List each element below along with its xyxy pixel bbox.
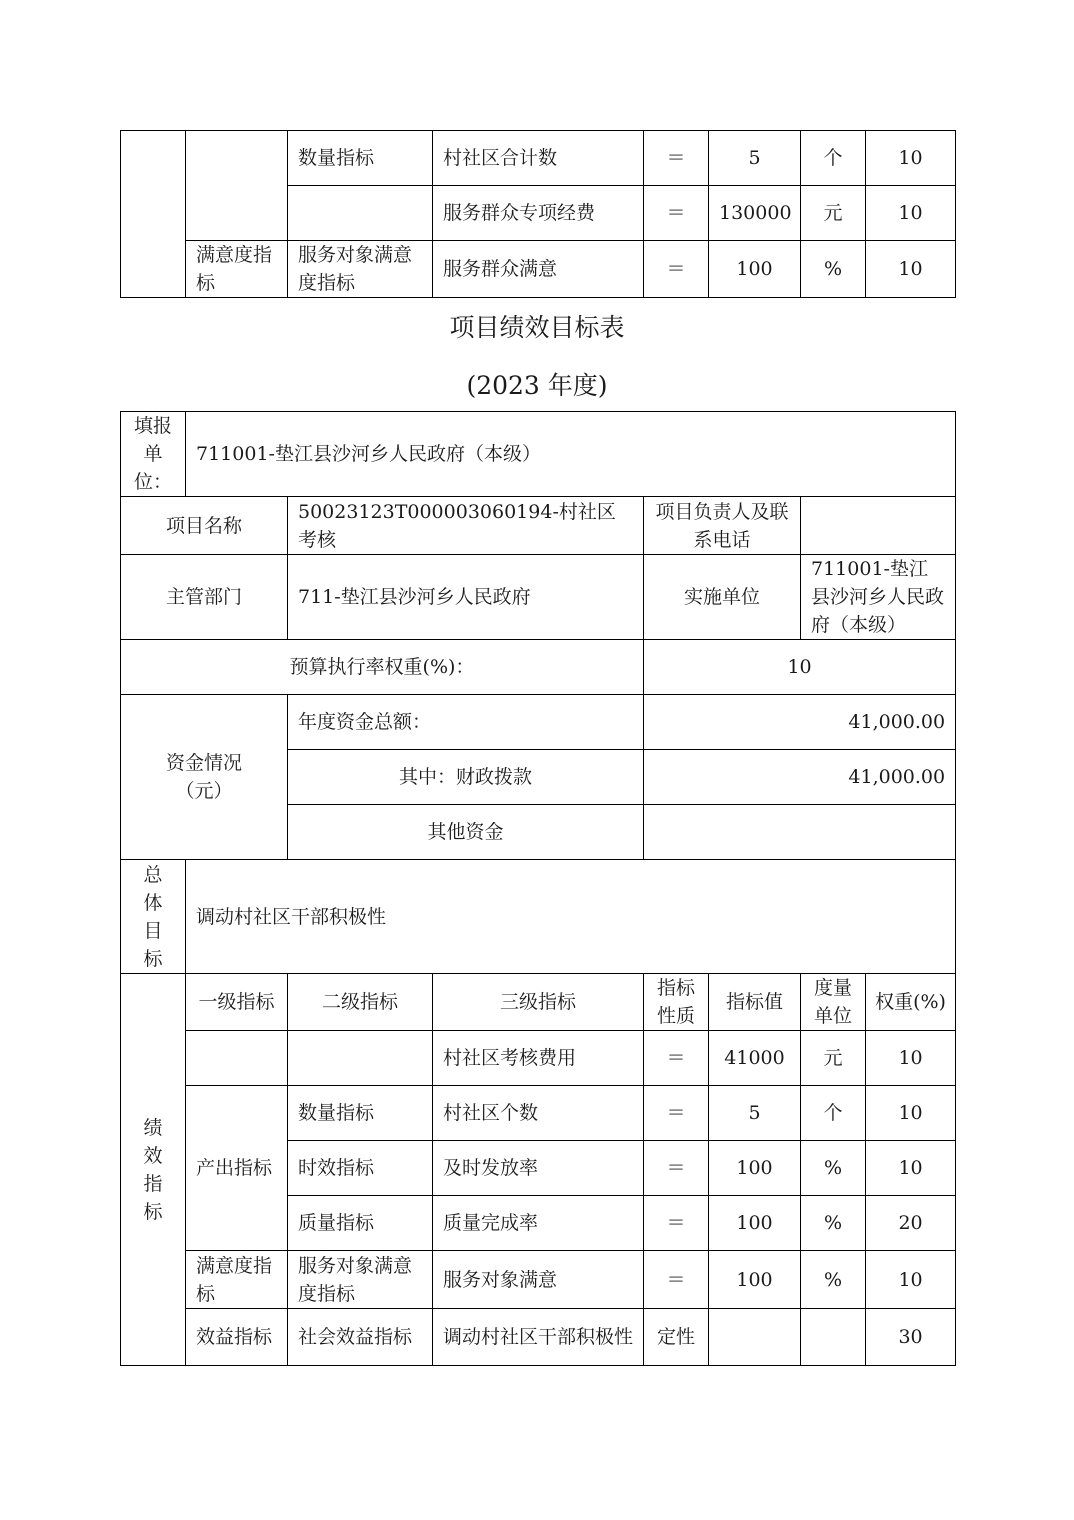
level2-cell: 质量指标 — [288, 1196, 433, 1251]
table-row — [121, 497, 956, 555]
table-row — [121, 1251, 956, 1309]
level2-cell: 服务对象满意度指标 — [288, 1251, 433, 1309]
value-cell: 5 — [709, 1086, 801, 1141]
header-level3: 三级指标 — [433, 974, 644, 1031]
funds-label: 资金情况（元） — [121, 695, 288, 860]
level1-cell: 效益指标 — [186, 1309, 288, 1366]
level3-cell: 服务群众满意 — [433, 241, 644, 298]
annual-total-label: 年度资金总额： — [288, 695, 644, 750]
level2-cell: 时效指标 — [288, 1141, 433, 1196]
value-cell: 100 — [709, 1196, 801, 1251]
blank-cell — [121, 131, 186, 298]
unit-cell: 个 — [801, 131, 866, 186]
weight-cell: 30 — [866, 1309, 956, 1366]
table-row — [121, 695, 956, 750]
header-value: 指标值 — [709, 974, 801, 1031]
unit-cell: 元 — [801, 1031, 866, 1086]
unit-cell: % — [801, 1251, 866, 1309]
other-funds-label: 其他资金 — [288, 805, 644, 860]
weight-cell: 10 — [866, 186, 956, 241]
level3-cell: 村社区合计数 — [433, 131, 644, 186]
unit-cell: % — [801, 1141, 866, 1196]
level2-cell: 数量指标 — [288, 1086, 433, 1141]
table-row — [121, 1086, 956, 1141]
level3-cell: 服务对象满意 — [433, 1251, 644, 1309]
nature-cell: ＝ — [644, 186, 709, 241]
weight-cell: 10 — [866, 1251, 956, 1309]
value-cell: 100 — [709, 1251, 801, 1309]
impl-label: 实施单位 — [644, 555, 801, 640]
goal-value: 调动村社区干部积极性 — [186, 860, 956, 974]
level3-cell: 村社区考核费用 — [433, 1031, 644, 1086]
level3-cell: 及时发放率 — [433, 1141, 644, 1196]
level1-cell: 满意度指标 — [186, 1251, 288, 1309]
level3-cell: 村社区个数 — [433, 1086, 644, 1141]
nature-cell: ＝ — [644, 241, 709, 298]
weight-cell: 10 — [866, 1086, 956, 1141]
value-cell: 41000 — [709, 1031, 801, 1086]
header-level1: 一级指标 — [186, 974, 288, 1031]
value-cell: 100 — [709, 1141, 801, 1196]
value-cell: 130000 — [709, 186, 801, 241]
nature-cell: ＝ — [644, 131, 709, 186]
unit-cell: 个 — [801, 1086, 866, 1141]
level3-cell: 质量完成率 — [433, 1196, 644, 1251]
nature-cell: ＝ — [644, 1196, 709, 1251]
weight-cell: 20 — [866, 1196, 956, 1251]
level2-cell: 服务对象满意度指标 — [288, 241, 433, 298]
value-cell — [709, 1309, 801, 1366]
weight-cell: 10 — [866, 241, 956, 298]
header-level2: 二级指标 — [288, 974, 433, 1031]
level1-cell — [186, 1031, 288, 1086]
nature-cell: ＝ — [644, 1141, 709, 1196]
table-row — [121, 241, 956, 298]
table-row — [121, 640, 956, 695]
table-row — [121, 974, 956, 1031]
continuation-table — [120, 130, 956, 298]
header-weight: 权重(%) — [866, 974, 956, 1031]
dept-value: 711-垫江县沙河乡人民政府 — [288, 555, 644, 640]
header-nature: 指标性质 — [644, 974, 709, 1031]
nature-cell: ＝ — [644, 1251, 709, 1309]
unit-cell — [801, 1309, 866, 1366]
leader-value — [801, 497, 956, 555]
unit-value: 711001-垫江县沙河乡人民政府（本级） — [186, 412, 956, 497]
annual-total-value: 41,000.00 — [644, 695, 956, 750]
goal-label: 总体目标 — [121, 860, 186, 974]
header-unit: 度量单位 — [801, 974, 866, 1031]
budget-rate-value: 10 — [644, 640, 956, 695]
nature-cell: ＝ — [644, 1086, 709, 1141]
level2-cell — [288, 1031, 433, 1086]
level2-cell — [288, 186, 433, 241]
table-row — [121, 860, 956, 974]
fiscal-label: 其中：财政拨款 — [288, 750, 644, 805]
nature-cell: 定性 — [644, 1309, 709, 1366]
level3-cell: 服务群众专项经费 — [433, 186, 644, 241]
other-funds-value — [644, 805, 956, 860]
page-subtitle: (2023 年度) — [466, 371, 608, 400]
project-name-label: 项目名称 — [121, 497, 288, 555]
indicators-section-label: 绩效指标 — [121, 974, 186, 1366]
table-row — [121, 1031, 956, 1086]
page-title: 项目绩效目标表 — [449, 313, 625, 342]
dept-label: 主管部门 — [121, 555, 288, 640]
table-row — [121, 1309, 956, 1366]
weight-cell: 10 — [866, 1031, 956, 1086]
level1-cell: 产出指标 — [186, 1086, 288, 1251]
level3-cell: 调动村社区干部积极性 — [433, 1309, 644, 1366]
weight-cell: 10 — [866, 1141, 956, 1196]
leader-label: 项目负责人及联系电话 — [644, 497, 801, 555]
budget-rate-label: 预算执行率权重(%)： — [121, 640, 644, 695]
level2-cell: 数量指标 — [288, 131, 433, 186]
weight-cell: 10 — [866, 131, 956, 186]
value-cell: 100 — [709, 241, 801, 298]
table-row — [121, 555, 956, 640]
performance-form-table — [120, 411, 956, 1366]
unit-cell: % — [801, 241, 866, 298]
unit-cell: % — [801, 1196, 866, 1251]
unit-cell: 元 — [801, 186, 866, 241]
fiscal-value: 41,000.00 — [644, 750, 956, 805]
impl-value: 711001-垫江县沙河乡人民政府（本级） — [801, 555, 956, 640]
value-cell: 5 — [709, 131, 801, 186]
level1-cell — [186, 131, 288, 241]
project-name-value: 50023123T000003060194-村社区考核 — [288, 497, 644, 555]
table-row — [121, 131, 956, 186]
level2-cell: 社会效益指标 — [288, 1309, 433, 1366]
nature-cell: ＝ — [644, 1031, 709, 1086]
table-row — [121, 412, 956, 497]
level1-cell: 满意度指标 — [186, 241, 288, 298]
unit-label: 填报单位： — [121, 412, 186, 497]
